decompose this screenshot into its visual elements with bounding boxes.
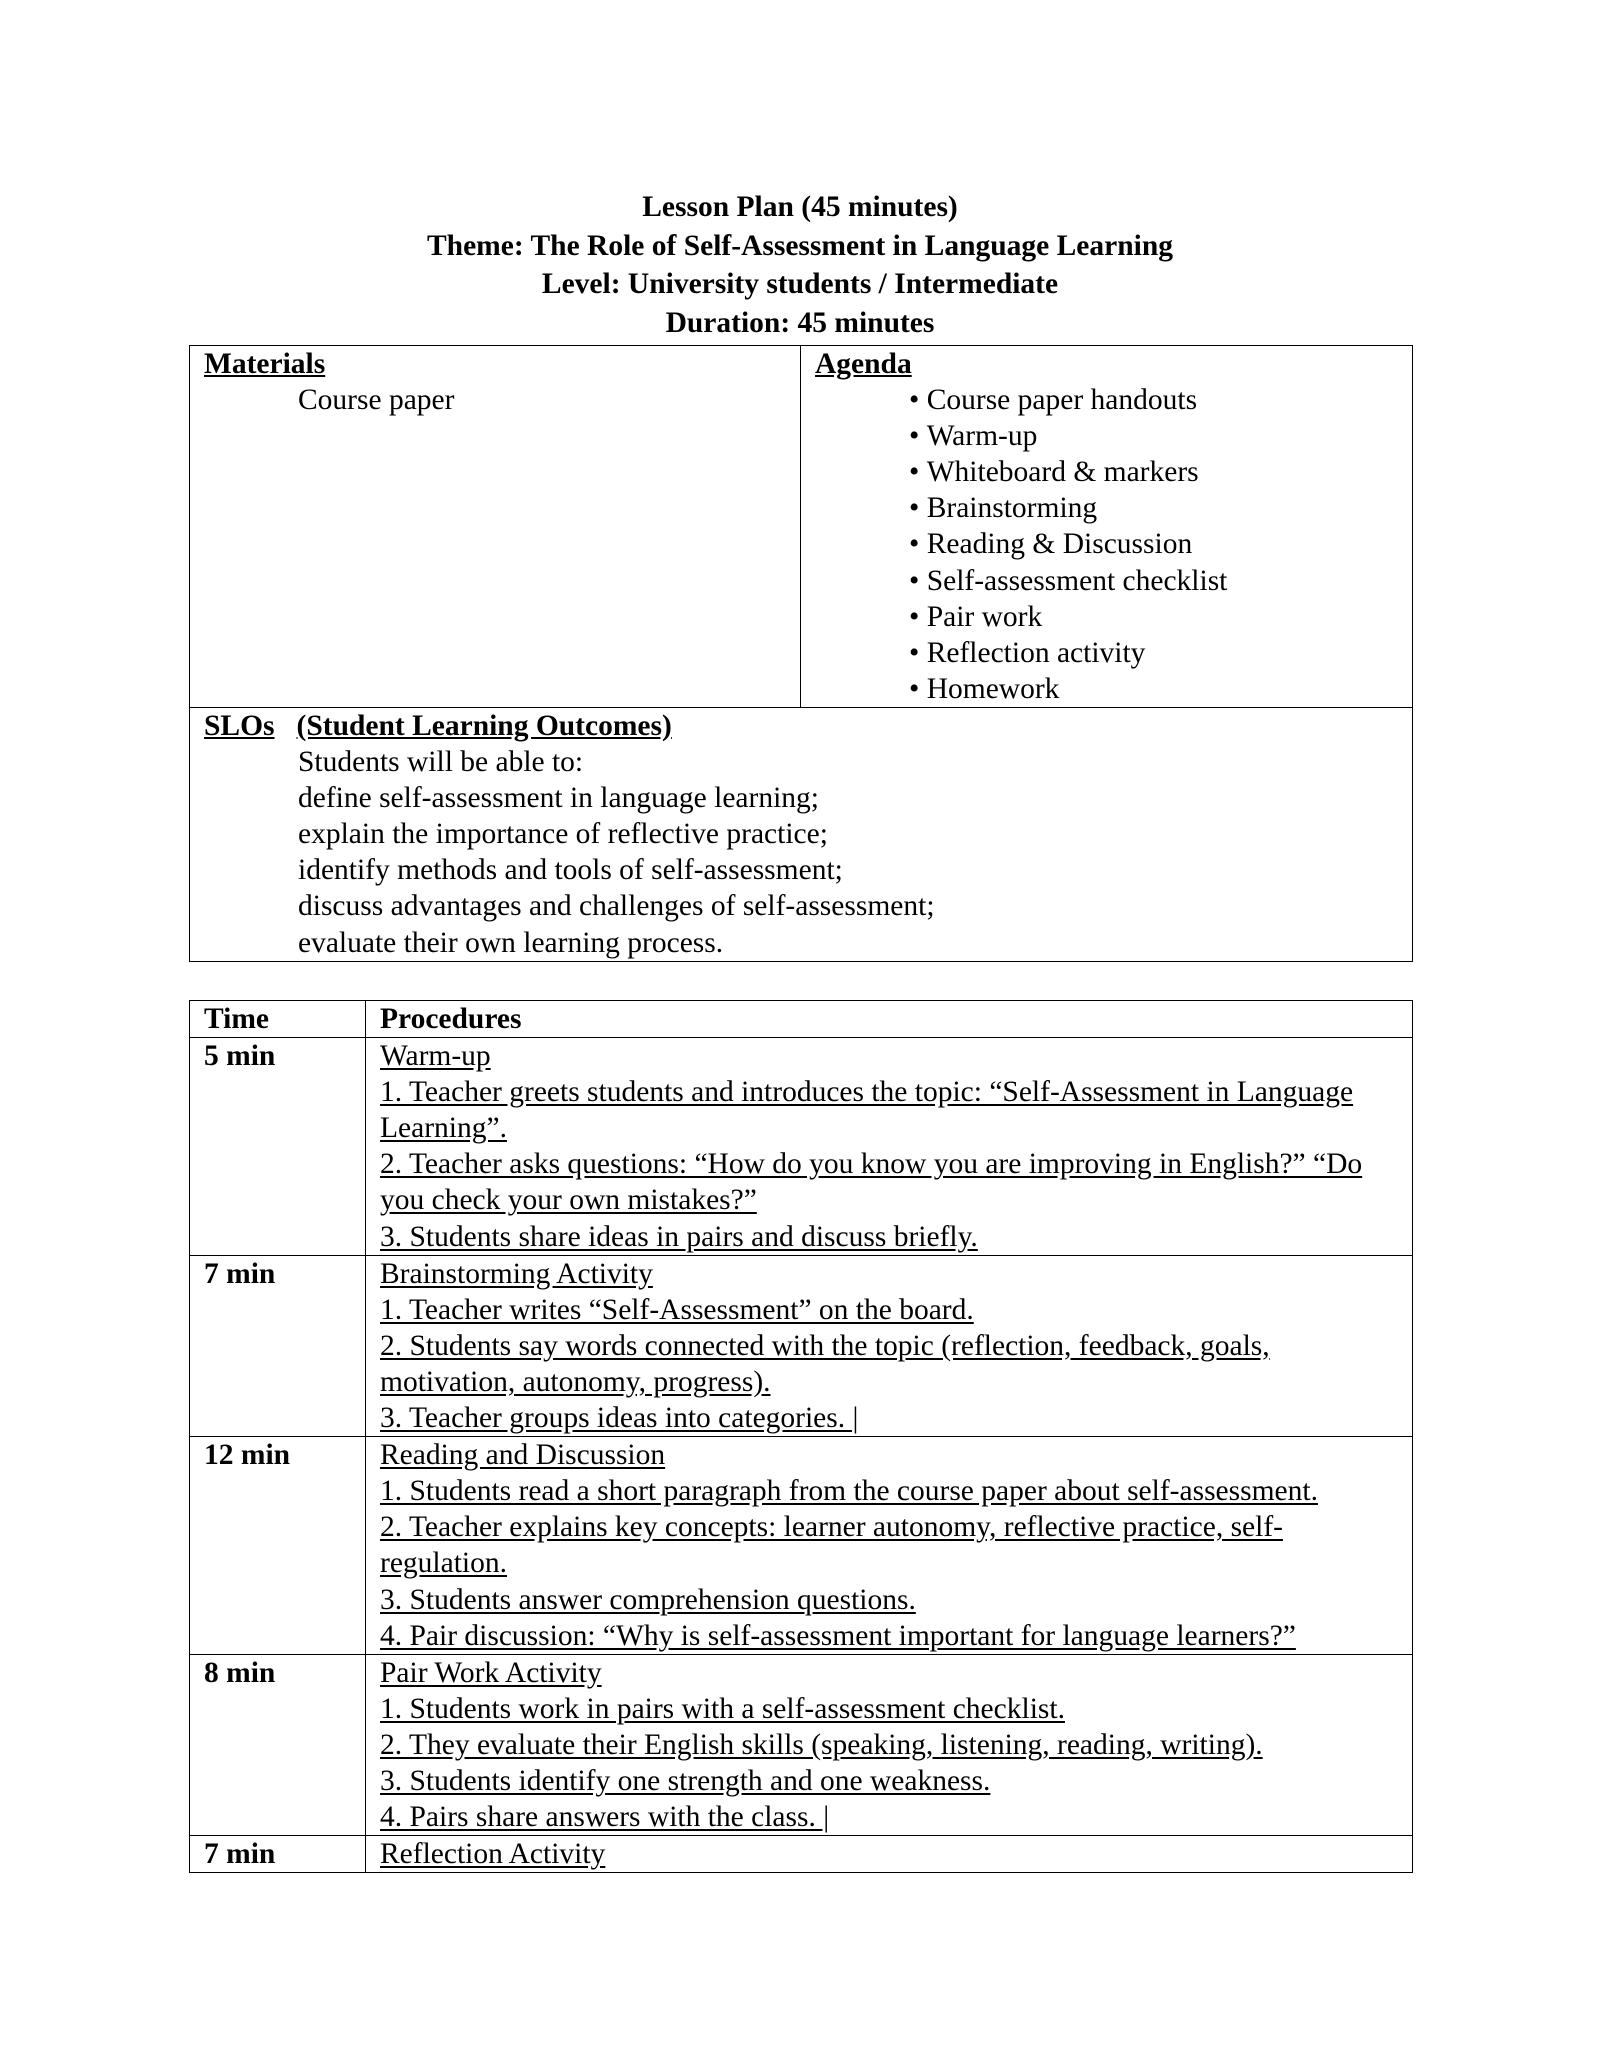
procedure-row: [190, 1255, 1413, 1436]
materials-agenda-row: [190, 346, 1413, 708]
procedure-step: 1. Teacher greets students and introduces the topic: “Self-Assessment in Language Learning”.: [380, 1076, 1354, 1145]
activity-title: Brainstorming Activity: [380, 1257, 653, 1290]
procedure-step: 4. Pair discussion: “Why is self-assessment important for language learners?”: [380, 1619, 1296, 1652]
slos-label: SLOs: [204, 709, 275, 742]
procedure-step: 2. Students say words connected with the topic (reflection, feedback, goals, motivation, autonomy, progress).: [380, 1329, 1270, 1398]
slo-item: identify methods and tools of self-assessment;: [298, 854, 843, 887]
procedure-cell: [366, 1836, 1413, 1873]
agenda-item: • Pair work: [909, 599, 1412, 635]
procedure-step: 4. Pairs share answers with the class. |: [380, 1801, 830, 1834]
slos-heading: [204, 708, 1412, 744]
activity-title: Reflection Activity: [380, 1838, 606, 1871]
procedure-row: [190, 1437, 1413, 1655]
lesson-title: Lesson Plan (45 minutes): [642, 191, 958, 223]
procedures-header-row: [190, 1001, 1413, 1038]
agenda-item: • Homework: [909, 671, 1412, 707]
procedure-step: 3. Students answer comprehension questions.: [380, 1583, 916, 1616]
time-cell: 5 min: [190, 1038, 366, 1256]
time-header: Time: [190, 1001, 366, 1038]
agenda-item: • Whiteboard & markers: [909, 454, 1412, 490]
time-cell: 8 min: [190, 1654, 366, 1835]
slos-intro: Students will be able to:: [298, 746, 584, 779]
slos-cell: [190, 707, 1413, 961]
slo-item: define self-assessment in language learning;: [298, 782, 819, 815]
document-header: [0, 188, 1600, 343]
procedure-cell: [366, 1437, 1413, 1655]
procedure-row: [190, 1836, 1413, 1873]
time-cell: 12 min: [190, 1437, 366, 1655]
materials-item: Course paper: [298, 384, 455, 417]
procedure-cell: [366, 1654, 1413, 1835]
procedure-step: 2. They evaluate their English skills (speaking, listening, reading, writing).: [380, 1728, 1263, 1761]
agenda-cell: [801, 346, 1413, 708]
lesson-duration: Duration: 45 minutes: [665, 307, 935, 340]
procedure-step: 3. Students identify one strength and one weakness.: [380, 1764, 991, 1797]
overview-table: [189, 345, 1413, 962]
activity-title: Warm-up: [380, 1040, 491, 1073]
agenda-item: • Warm-up: [909, 418, 1412, 454]
activity-title: Pair Work Activity: [380, 1656, 602, 1689]
agenda-heading: Agenda: [815, 348, 912, 380]
procedure-row: [190, 1654, 1413, 1835]
agenda-item: • Reading & Discussion: [909, 526, 1412, 562]
activity-title: Reading and Discussion: [380, 1439, 666, 1472]
procedure-step: 2. Teacher explains key concepts: learner autonomy, reflective practice, self-regulation.: [380, 1511, 1283, 1580]
procedure-cell: [366, 1038, 1413, 1256]
slo-item: explain the importance of reflective practice;: [298, 818, 828, 851]
agenda-item: • Course paper handouts: [909, 382, 1412, 418]
slo-item: discuss advantages and challenges of self-assessment;: [298, 890, 935, 923]
procedures-table: [189, 1000, 1413, 1873]
materials-cell: [190, 346, 801, 708]
agenda-list: [815, 382, 1412, 707]
agenda-item: • Brainstorming: [909, 490, 1412, 526]
procedure-step: 3. Students share ideas in pairs and discuss briefly.: [380, 1220, 978, 1253]
procedure-row: [190, 1038, 1413, 1256]
slos-subheading: (Student Learning Outcomes): [296, 709, 672, 742]
lesson-theme: Theme: The Role of Self-Assessment in Language Learning: [427, 229, 1173, 262]
agenda-item: • Self-assessment checklist: [909, 563, 1412, 599]
procedure-step: 1. Students work in pairs with a self-assessment checklist.: [380, 1692, 1065, 1725]
procedures-header: Procedures: [366, 1001, 1413, 1038]
time-cell: 7 min: [190, 1255, 366, 1436]
procedure-cell: [366, 1255, 1413, 1436]
slos-row: [190, 707, 1413, 961]
slo-item: evaluate their own learning process.: [298, 926, 724, 959]
procedure-step: 1. Students read a short paragraph from the course paper about self-assessment.: [380, 1475, 1318, 1508]
procedure-step: 1. Teacher writes “Self-Assessment” on the board.: [380, 1293, 974, 1326]
procedure-step: 2. Teacher asks questions: “How do you know you are improving in English?” “Do you check your own mistakes?”: [380, 1148, 1363, 1217]
materials-heading: Materials: [204, 348, 326, 380]
procedure-step: 3. Teacher groups ideas into categories. |: [380, 1402, 859, 1435]
time-cell: 7 min: [190, 1836, 366, 1873]
lesson-level: Level: University students / Intermediate: [541, 268, 1059, 301]
agenda-item: • Reflection activity: [909, 635, 1412, 671]
